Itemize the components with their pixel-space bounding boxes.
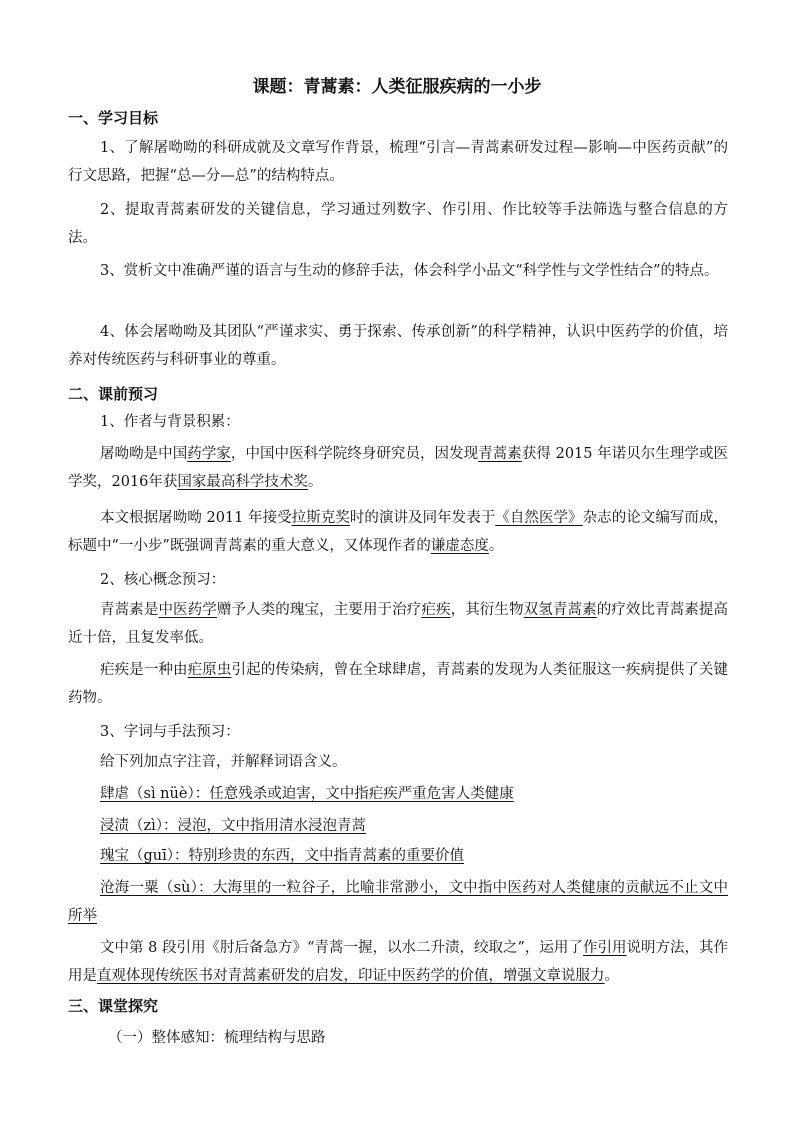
paragraph-malaria [68,656,728,712]
subheading-core-concepts: 2、核心概念预习： [100,572,226,588]
text-run: ，其衍生物 [450,602,524,618]
page-title: 课题：青蒿素：人类征服疾病的一小步 [252,77,542,97]
section-heading-classroom: 三、课堂探究 [68,997,159,1015]
text-run: 赠予人类的瑰宝，主要用于治疗 [216,602,422,618]
subheading-overall-perception: （一）整体感知：梳理结构与思路 [108,1030,326,1046]
underlined-term: 国家最高科学技术奖 [177,474,308,490]
text-run: 时的演讲及同年发表于 [349,510,496,526]
paragraph-background [68,504,728,560]
underlined-term: 双氢青蒿素 [523,602,597,618]
text-run: 。 [488,538,504,554]
section-heading-preview: 二、课前预习 [68,385,159,403]
underlined-term: 青蒿素 [478,446,522,462]
subheading-author-background: 1、作者与背景积累： [100,414,240,430]
objective-1: 1、了解屠呦呦的科研成就及文章写作背景，梳理“引言—青蒿素研发过程—影响—中医药贡献”的行文思路，把握“总—分—总”的结构特点。 [68,140,728,184]
underlined-term: 疟疾 [421,602,451,618]
underlined-term: 疟原虫 [187,662,232,678]
paragraph-author [68,440,728,496]
text-run: 屠呦呦是中国 [100,446,188,462]
underlined-term: 药学家 [187,446,231,462]
objective-4: 4、体会屠呦呦及其团队“严谨求实、勇于探索、传承创新”的科学精神，认识中医药学的价值，培养对传统医药与科研事业的尊重。 [68,324,728,368]
text-run: 。 [604,968,619,984]
underlined-term: 谦虚态度 [430,538,489,554]
vocabulary-instruction: 给下列加点字注音，并解释词语含义。 [100,754,347,770]
vocab-item-2: 浸渍（zì）：浸泡，文中指用清水浸泡青蒿 [100,818,367,834]
paragraph-quotation-method [68,934,728,990]
underlined-term: 中医药学 [158,602,217,618]
paragraph-artemisinin [68,596,728,652]
text-run: 。 [307,474,323,490]
text-run: 文中第 8 段引用《肘后备急方》“青蒿一握，以水二升渍，绞取之”，运用了 [100,940,583,956]
text-run: 疟疾是一种由 [100,662,188,678]
text-run: 杂志的论文编写而成，标题中“一小步”既强调青蒿素的重大意义，又体现作者的 [68,510,729,554]
subheading-vocabulary: 3、字词与手法预习： [100,724,240,740]
underlined-term: 作引用 [582,940,627,956]
vocab-item-3: 瑰宝（guī）：特别珍贵的东西，文中指青蒿素的重要价值 [100,848,465,864]
vocab-item-4: 沧海一粟（sù）：大海里的一粒谷子，比喻非常渺小，文中指中医药对人类健康的贡献远不止文中所举 [68,880,728,924]
text-run: 说明方法，其作用是 [68,940,728,984]
section-heading-objectives: 一、学习目标 [68,109,159,127]
underlined-term: 拉斯克奖 [291,510,350,526]
underlined-term: 《自然医学》 [495,510,583,526]
text-run: 青蒿素是 [100,602,159,618]
objective-2: 2、提取青蒿素研发的关键信息，学习通过列数字、作引用、作比较等手法筛选与整合信息的方法。 [68,202,728,246]
text-run: 的疗效比青蒿素提高近十倍，且复发率低。 [68,602,729,646]
text-run: 引起的传染病，曾在全球肆虐，青蒿素的发现为人类征服这一疾病提供了关键药物。 [68,662,729,706]
vocab-item-1: 肆虐（sì nüè）：任意残杀或迫害，文中指疟疾严重危害人类健康 [100,786,514,802]
objective-3: 3、赏析文中准确严谨的语言与生动的修辞手法，体会科学小品文“科学性与文学性结合”的特点。 [100,263,719,279]
text-run: ，中国中医科学院终身研究员，因发现 [230,446,479,462]
text-run: 获得 2015 年诺贝尔生理学或医学奖，2016年获 [68,446,729,490]
underlined-answer: 直观体现传统医书对青蒿素研发的启发，印证中医药学的价值，增强文章说服力 [97,968,605,984]
text-run: 本文根据屠呦呦 2011 年接受 [100,510,292,526]
